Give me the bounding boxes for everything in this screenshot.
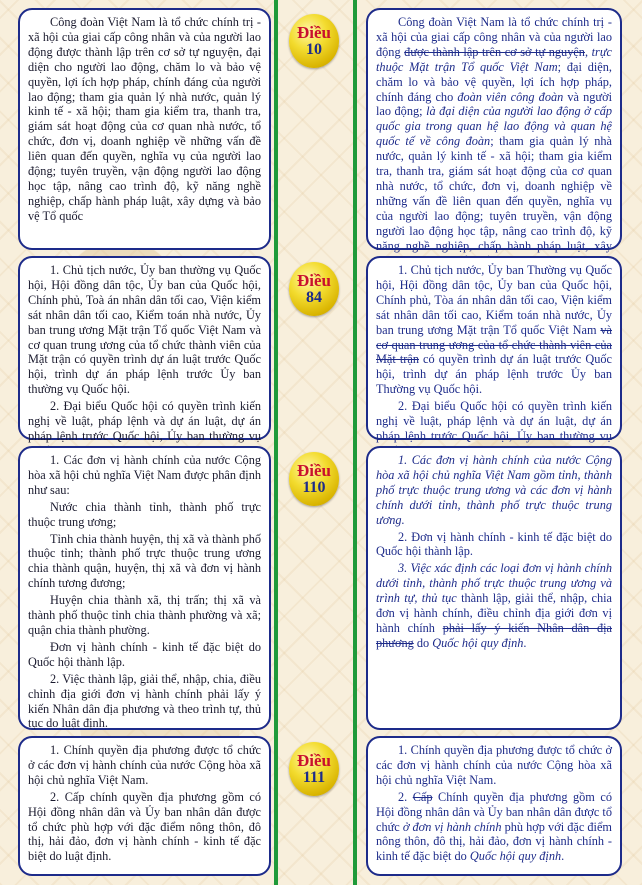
new-paragraph bbox=[376, 743, 612, 788]
article-10-new-text bbox=[366, 8, 622, 253]
article-110-old-text bbox=[18, 446, 271, 730]
old-paragraph: Công đoàn Việt Nam là tổ chức chính trị - xã hội của giai cấp công nhân và của người lao động được thành lập trên cơ sở tự nguyện, đại diện cho người lao động, chăm lo và bảo vệ quyền, lợi ích hợp pháp, chính đáng của người lao động; tham gia quản lý nhà nước, quản lý kinh tế - xã hội; tham gia kiểm tra, thanh tra, giám sát hoạt động của cơ quan nhà nước, tổ chức, đơn vị, doanh nghiệp về những vấn đề liên quan đến quyền, nghĩa vụ của người lao động; tuyên truyền, vận động người lao động học tập, nâng cao trình độ, kỹ năng nghề nghiệp, chấp hành pháp luật, xây dựng và bảo vệ Tổ quốc bbox=[28, 15, 261, 223]
article-10-badge bbox=[289, 14, 339, 68]
new-paragraph bbox=[376, 530, 612, 560]
article-10-old-text bbox=[18, 8, 271, 250]
amended-text: là đại diện của người lao động ở cấp quốc gia trong quan hệ lao động và quan hệ quốc tế về công đoàn bbox=[376, 104, 613, 149]
text-segment: 2. Đại biểu Quốc hội có quyền trình kiến nghị về luật, pháp lệnh và dự án luật, dự án pháp lệnh trước Quốc hội, Ủy ban thường vụ bbox=[376, 399, 612, 443]
amended-text: 3. Việc xác định các loại đơn vị hành chính dưới tỉnh, thành phố trực thuộc trung ương và trình tự, thủ tục bbox=[376, 561, 612, 606]
text-segment: ; đại diện, chăm lo và bảo vệ quyền, lợi ích hợp pháp, chính đáng cho bbox=[376, 59, 612, 104]
amended-text: trực thuộc Mặt trận Tổ quốc Việt Nam bbox=[376, 44, 612, 74]
amended-text: ở đơn vị hành chính bbox=[402, 819, 502, 834]
old-paragraph: 2. Việc thành lập, giải thể, nhập, chia, điều chỉnh địa giới đơn vị hành chính phải lấy ý kiến Nhân dân địa phương và theo trình tự, thủ tục do luật định. bbox=[28, 671, 261, 731]
text-segment: do bbox=[413, 635, 433, 650]
text-segment: phù hợp với đặc điểm nông thôn, đô thị, hải đảo, đơn vị hành chính - kinh tế đặc biệt do bbox=[376, 819, 612, 864]
old-paragraph: Tỉnh chia thành huyện, thị xã và thành phố thuộc tỉnh; thành phố trực thuộc trung ương chia thành quận, huyện, thị xã và đơn vị hành chính tương đương; bbox=[28, 531, 261, 591]
old-paragraph: 1. Chủ tịch nước, Ủy ban thường vụ Quốc hội, Hội đồng dân tộc, Ủy ban của Quốc hội, Chính phủ, Toà án nhân dân tối cao, Viện kiểm sát nhân dân tối cao, Kiểm toán nhà nước, Ủy ban trung ương Mặt trận Tổ quốc Việt Nam và cơ quan trung ương của tổ chức thành viên của Mặt trận có quyền trình dự án luật trước Quốc hội, trình dự án pháp lệnh trước Ủy ban thường vụ Quốc hội. bbox=[28, 263, 261, 397]
badge-number: 110 bbox=[302, 479, 326, 496]
text-segment: 2. Đơn vị hành chính - kinh tế đặc biệt do Quốc hội thành lập. bbox=[376, 529, 612, 559]
amended-text: Quốc hội quy định bbox=[432, 635, 524, 650]
old-paragraph: Nước chia thành tỉnh, thành phố trực thuộc trung ương; bbox=[28, 499, 261, 529]
article-111-badge bbox=[289, 742, 339, 796]
badge-label: Điều bbox=[297, 23, 331, 42]
badge-number: 10 bbox=[306, 41, 322, 58]
text-segment: 1. Chủ tịch nước, Ủy ban Thường vụ Quốc hội, Hội đồng dân tộc, Ủy ban của Quốc hội, Chính phủ, Tòa án nhân dân tối cao, Viện kiểm sát nhân dân tối cao, Kiểm toán nhà nước, Ủy ban trung ương Mặt trận Tổ quốc Việt Nam bbox=[376, 263, 612, 337]
new-paragraph bbox=[376, 561, 612, 650]
badge-label: Điều bbox=[297, 751, 331, 770]
new-paragraph bbox=[376, 263, 612, 397]
deleted-text: Cấp bbox=[412, 789, 433, 804]
article-84-new-text bbox=[366, 256, 622, 443]
old-paragraph: Đơn vị hành chính - kinh tế đặc biệt do Quốc hội thành lập. bbox=[28, 639, 261, 669]
new-paragraph bbox=[376, 15, 612, 268]
amended-text: đoàn viên công đoàn bbox=[457, 89, 564, 104]
old-paragraph: 2. Đại biểu Quốc hội có quyền trình kiến nghị về luật, pháp lệnh và dự án luật, dự án pháp lệnh trước Quốc hội, Ủy ban thường vụ bbox=[28, 399, 261, 443]
article-110-new-text bbox=[366, 446, 622, 730]
text-segment: Chính quyền địa phương gồm có Hội đồng nhân dân và Ủy ban nhân dân được tổ chức bbox=[376, 789, 612, 834]
badge-label: Điều bbox=[297, 461, 331, 480]
new-paragraph bbox=[376, 453, 612, 528]
text-segment: ; tham gia quản lý nhà nước, quản lý kinh tế - xã hội; tham gia kiểm tra, thanh tra, giám sát hoạt động của cơ quan nhà nước, tổ chức, đơn vị, doanh nghiệp về những vấn đề liên quan đến quyền, nghĩa vụ của người lao động; tuyên truyền, vận động người lao động học tập, nâng cao trình độ, kỹ năng nghề nghiệp, chấp hành pháp luật, xây bbox=[376, 134, 612, 253]
old-paragraph: Huyện chia thành xã, thị trấn; thị xã và thành phố thuộc tỉnh chia thành phường và xã; quận chia thành phường. bbox=[28, 593, 261, 637]
badge-label: Điều bbox=[297, 271, 331, 290]
text-segment: 2. bbox=[398, 789, 413, 804]
article-110-badge bbox=[289, 452, 339, 506]
text-segment: có quyền trình dự án luật trước Quốc hội, trình dự án pháp lệnh trước Ủy ban Thường vụ Quốc hội. bbox=[376, 352, 612, 397]
amended-text: 1. Các đơn vị hành chính của nước Cộng hòa xã hội chủ nghĩa Việt Nam gồm tỉnh, thành phố trực thuộc trung ương và các đơn vị hành chính dưới tỉnh, thành phố trực thuộc trung ương. bbox=[376, 453, 612, 527]
text-segment: thành lập, giải thể, nhập, chia đơn vị hành chính, điều chỉnh địa giới đơn vị hành chính bbox=[376, 591, 612, 635]
badge-number: 84 bbox=[306, 289, 322, 306]
text-segment: 1. Chính quyền địa phương được tổ chức ở các đơn vị hành chính của nước Cộng hòa xã hội chủ nghĩa Việt Nam. bbox=[376, 743, 612, 787]
amended-text: Quốc hội quy định bbox=[469, 849, 562, 864]
text-segment: và người lao động; bbox=[376, 89, 613, 119]
deleted-text: được thành lập trên cơ sở tự nguyện bbox=[404, 44, 585, 59]
text-segment: . bbox=[523, 635, 527, 650]
article-84-old-text bbox=[18, 256, 271, 443]
text-segment: . bbox=[561, 849, 565, 864]
old-paragraph: 1. Chính quyền địa phương được tổ chức ở các đơn vị hành chính của nước Cộng hòa xã hội chủ nghĩa Việt Nam. bbox=[28, 743, 261, 787]
green-divider-left bbox=[274, 0, 278, 885]
old-paragraph: 2. Cấp chính quyền địa phương gồm có Hội đồng nhân dân và Ủy ban nhân dân được tổ chức phù hợp với đặc điểm nông thôn, đô thị, hải đảo, đơn vị hành chính - kinh tế đặc biệt do luật định. bbox=[28, 789, 261, 864]
text-segment: , bbox=[584, 44, 592, 59]
deleted-text: phải lấy ý kiến Nhân dân địa phương bbox=[376, 620, 612, 650]
article-111-old-text bbox=[18, 736, 271, 876]
article-111-new-text bbox=[366, 736, 622, 876]
article-84-badge bbox=[289, 262, 339, 316]
text-segment: Công đoàn Việt Nam là tổ chức chính trị - xã hội của giai cấp công nhân và của người lao động bbox=[376, 15, 612, 59]
new-paragraph bbox=[376, 790, 612, 865]
badge-number: 111 bbox=[302, 769, 326, 786]
old-paragraph: 1. Các đơn vị hành chính của nước Cộng hòa xã hội chủ nghĩa Việt Nam được phân định như sau: bbox=[28, 453, 261, 497]
deleted-text: và cơ quan trung ương của tổ chức thành viên của Mặt trận bbox=[376, 322, 612, 367]
green-divider-right bbox=[353, 0, 357, 885]
